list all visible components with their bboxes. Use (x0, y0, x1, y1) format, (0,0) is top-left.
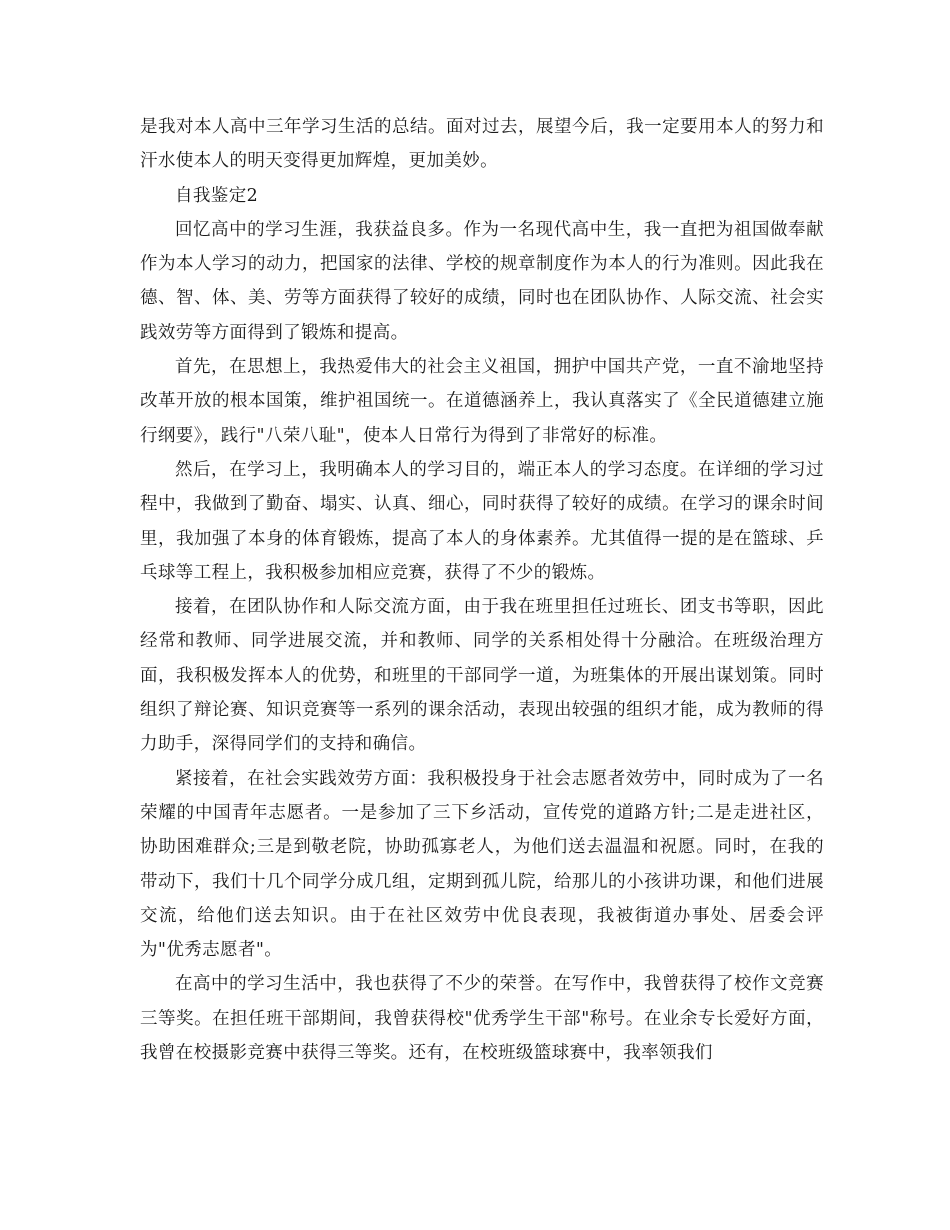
paragraph-study: 然后，在学习上，我明确本人的学习目的，端正本人的学习态度。在详细的学习过程中，我做到了勤奋、塌实、认真、细心，同时获得了较好的成绩。在学习的课余时间里，我加强了本身的体育锻炼，提高了本人的身体素养。尤其值得一提的是在篮球、乒乓球等工程上，我积极参加相应竞赛，获得了不少的锻炼。 (140, 459, 824, 583)
paragraph-teamwork: 接着，在团队协作和人际交流方面，由于我在班里担任过班长、团支书等职，因此经常和教师、同学进展交流，并和教师、同学的关系相处得十分融洽。在班级治理方面，我积极发挥本人的优势，和班里的干部同学一道，为班集体的开展出谋划策。同时组织了辩论赛、知识竞赛等一系列的课余活动，表现出较强的组织才能，成为教师的得力助手，深得同学们的支持和确信。 (140, 597, 824, 755)
paragraph-honors: 在高中的学习生活中，我也获得了不少的荣誉。在写作中，我曾获得了校作文竞赛三等奖。在担任班干部期间，我曾获得校"优秀学生干部"称号。在业余专长爱好方面，我曾在校摄影竞赛中获得三等奖。还有，在校班级篮球赛中，我率领我们 (140, 974, 824, 1064)
document-body (140, 110, 824, 1070)
paragraph-ideology: 首先，在思想上，我热爱伟大的社会主义祖国，拥护中国共产党，一直不渝地坚持改革开放的根本国策，维护祖国统一。在道德涵养上，我认真落实了《全民道德建立施行纲要》，践行"八荣八耻"，使本人日常行为得到了非常好的标准。 (140, 357, 824, 446)
paragraph-continuation: 是我对本人高中三年学习生活的总结。面对过去，展望今后，我一定要用本人的努力和汗水使本人的明天变得更加辉煌，更加美妙。 (140, 117, 824, 172)
paragraph-intro: 回忆高中的学习生涯，我获益良多。作为一名现代高中生，我一直把为祖国做奉献作为本人学习的动力，把国家的法律、学校的规章制度作为本人的行为准则。因此我在德、智、体、美、劳等方面获得了较好的成绩，同时也在团队协作、人际交流、社会实践效劳等方面得到了锻炼和提高。 (140, 219, 824, 343)
paragraph-volunteer: 紧接着，在社会实践效劳方面：我积极投身于社会志愿者效劳中，同时成为了一名荣耀的中国青年志愿者。一是参加了三下乡活动，宣传党的道路方针;二是走进社区，协助困难群众;三是到敬老院，协助孤寡老人，为他们送去温温和祝愿。同时，在我的带动下，我们十几个同学分成几组，定期到孤儿院，给那儿的小孩讲功课，和他们进展交流，给他们送去知识。由于在社区效劳中优良表现，我被街道办事处、居委会评为"优秀志愿者"。 (140, 768, 824, 961)
section-heading: 自我鉴定2 (175, 185, 259, 206)
